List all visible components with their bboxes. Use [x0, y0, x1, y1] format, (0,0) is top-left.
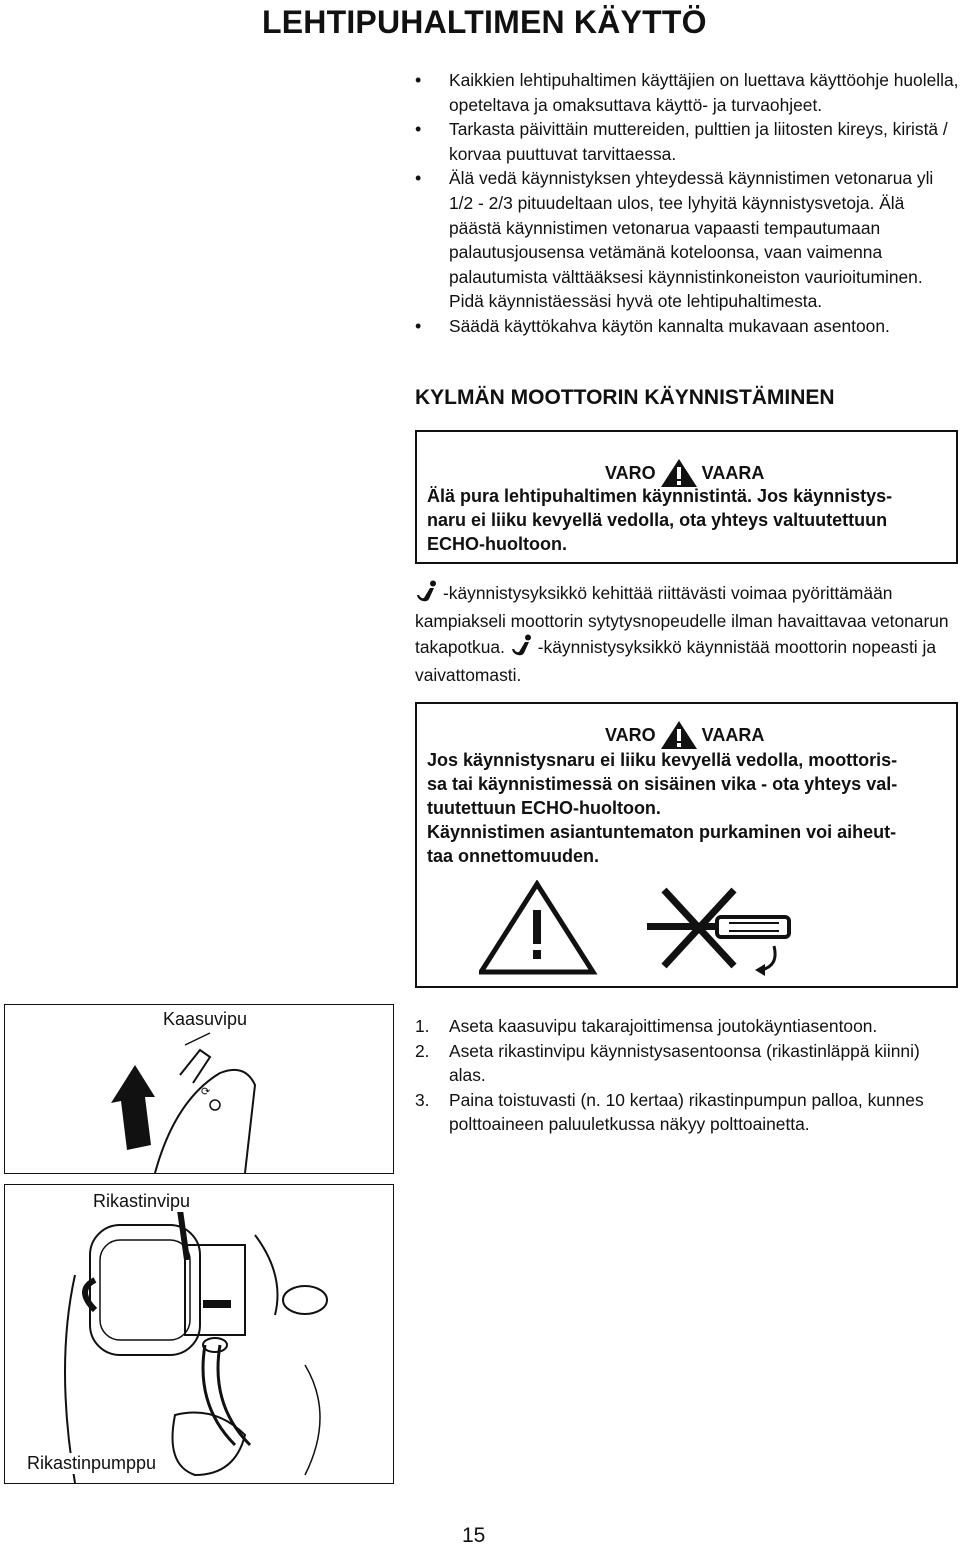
- warning-box-2: [415, 702, 958, 988]
- bullet-item: • Kaikkien lehtipuhaltimen käyttäjien on luettava käyttöohje huolella, opeteltava ja omaksuttava käyttö- ja turvaohjeet.: [415, 68, 960, 117]
- step-text: Aseta kaasuvipu takarajoittimensa joutokäyntiasentoon.: [449, 1016, 878, 1036]
- step-item: [415, 1014, 960, 1039]
- warning-line: sa tai käynnistimessä on sisäinen vika - ota yhteys val-: [427, 774, 898, 794]
- warning-line: tuutettuun ECHO-huoltoon.: [427, 798, 661, 818]
- bullet-item: • Säädä käyttökahva käytön kannalta mukavaan asentoon.: [415, 314, 960, 339]
- bullet-item: • Tarkasta päivittäin muttereiden, pulttien ja liitosten kireys, kiristä / korvaa puuttuvat tarvittaessa.: [415, 117, 960, 166]
- warning-line: ECHO-huoltoon.: [427, 534, 567, 554]
- step-item: [415, 1039, 960, 1088]
- warning-label-left: VARO: [605, 724, 656, 745]
- step-item: [415, 1088, 960, 1137]
- safety-bullet-list: [415, 68, 960, 339]
- warning-line: Älä pura lehtipuhaltimen käynnistintä. Jos käynnistys-: [427, 486, 893, 506]
- svg-text:⟳: ⟳: [201, 1086, 211, 1098]
- engine-illustration: [5, 1185, 393, 1483]
- warning-line: Käynnistimen asiantuntematon purkaminen voi aiheut-: [427, 822, 897, 842]
- starting-steps-list: [415, 1014, 960, 1137]
- i-start-paragraph: [415, 580, 960, 688]
- paragraph-part-1: -käynnistysyksikkö kehittää riittävästi voimaa pyörittämään kampiakseli moottorin sytytysnopeudelle ilman havaittavaa vetonarun takapotkua.: [415, 583, 949, 657]
- warning-text: [427, 484, 892, 556]
- page-number: 15: [462, 1524, 486, 1547]
- warning-triangle-icon: [660, 720, 698, 750]
- warning-label-right: VAARA: [701, 462, 765, 483]
- figure-throttle-lever: [4, 1004, 394, 1174]
- section-heading: KYLMÄN MOOTTORIN KÄYNNISTÄMINEN: [415, 386, 835, 409]
- warning-label-right: VAARA: [701, 724, 765, 745]
- bullet-item: • Älä vedä käynnistyksen yhteydessä käynnistimen vetonarua yli 1/2 - 2/3 pituudeltaan ulos, tee lyhyitä käynnistysvetoja. Älä päästä käynnistimen vetonarua vapaasti tempautumaan palautusjousensa vetämänä koteloonsa, vaan vaimenna palautumista välttääksesi käynnistinkoneiston vaurioituminen. Pidä käynnistäessäsi hyvä ote lehtipuhaltimesta.: [415, 166, 960, 314]
- warning-box-1: [415, 430, 958, 564]
- warning-line: taa onnettomuuden.: [427, 846, 599, 866]
- step-number: 2.: [415, 1040, 430, 1061]
- i-start-logo-icon: [415, 580, 443, 609]
- warning-line: Jos käynnistysnaru ei liiku kevyellä vedolla, moottoris-: [427, 750, 898, 770]
- step-number: 3.: [415, 1089, 430, 1110]
- step-text: Aseta rikastinvipu käynnistysasentoonsa (rikastinläppä kiinni) alas.: [449, 1040, 920, 1086]
- page-title: LEHTIPUHALTIMEN KÄYTTÖ: [262, 4, 707, 40]
- i-start-logo-icon: [510, 634, 538, 663]
- warning-label-left: VARO: [605, 462, 656, 483]
- no-disassembly-pictogram-icon: [479, 880, 809, 976]
- warning-text: [427, 748, 897, 868]
- step-number: 1.: [415, 1016, 430, 1036]
- step-text: Paina toistuvasti (n. 10 kertaa) rikastinpumpun palloa, kunnes polttoaineen paluuletkussa näkyy polttoainetta.: [449, 1089, 924, 1135]
- figure-label-rikastinpumppu: Rikastinpumppu: [27, 1453, 157, 1473]
- figure-label-rikastinvipu: Rikastinvipu: [93, 1191, 191, 1211]
- warning-line: naru ei liiku kevyellä vedolla, ota yhteys valtuutettuun: [427, 510, 888, 530]
- paragraph-part-2: -käynnistysyksikkö käynnistää moottorin nopeasti ja vaivattomasti.: [415, 637, 937, 685]
- figure-choke-primer: [4, 1184, 394, 1484]
- throttle-lever-illustration: [5, 1005, 393, 1173]
- warning-header: [605, 720, 764, 750]
- figure-label-kaasuvipu: Kaasuvipu: [163, 1009, 248, 1029]
